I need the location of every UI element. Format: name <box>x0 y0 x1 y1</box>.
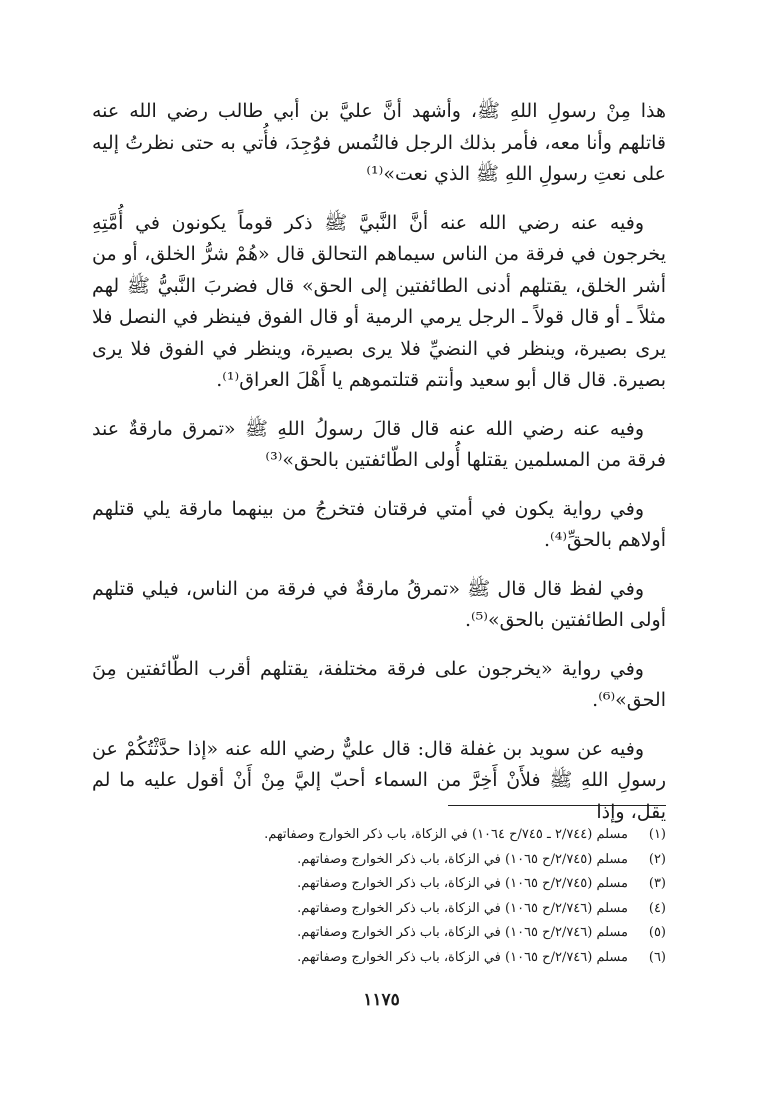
footnote-1 <box>180 823 666 848</box>
paragraph-6: وفي رواية «يخرجون على فرقة مختلفة، يقتلهم أقرب الطّائفتين مِنَ الحق»⁽⁶⁾. <box>92 657 666 711</box>
footnote-text: مسلم (٢/٧٤٥/ح ١٠٦٥) في الزكاة، باب ذكر الخوارج وصفاتهم. <box>297 876 628 891</box>
footnote-text: مسلم (٢/٧٤٥/ح ١٠٦٥) في الزكاة، باب ذكر الخوارج وصفاتهم. <box>297 851 628 867</box>
footnote-2 <box>180 848 666 873</box>
footnote-text: مسلم (٢/٧٤٦/ح ١٠٦٥) في الزكاة، باب ذكر الخوارج وصفاتهم. <box>297 949 628 965</box>
paragraph-4: وفي رواية يكون في أمتي فرقتان فتخرجُ من بينهما مارقة يلي قتلهم أولاهم بالحقِّ⁽⁴⁾. <box>92 497 666 551</box>
paragraph-3: وفيه عنه رضي الله عنه قال قالَ رسولُ اللهِ ﷺ «تمرق مارقةٌ عند فرقة من المسلمين يقتلها أُولى الطّائفتين بالحق»⁽³⁾ <box>92 417 666 471</box>
page-number: ١١٧٥ <box>363 990 400 1010</box>
footnote-number: (١) <box>648 827 666 842</box>
footnote-text: مسلم (٢/٧٤٦/ح ١٠٦٥) في الزكاة، باب ذكر الخوارج وصفاتهم. <box>297 900 628 916</box>
footnote-number: (٣) <box>648 876 666 891</box>
paragraph-7: وفيه عن سويد بن غفلة قال: قال عليٌّ رضي الله عنه «إذا حدَّثْتُكُمْ عن رسولِ اللهِ ﷺ فلأَنْ أَخِرَّ من السماء أحبّ إليَّ مِنْ أَنْ أقول عليه ما لم يقل، وإذا <box>92 737 666 823</box>
footnote-6 <box>180 946 666 971</box>
footnote-5 <box>180 921 666 946</box>
footnote-4 <box>180 897 666 922</box>
footnote-number: (٥) <box>648 925 666 940</box>
footnote-number: (٢) <box>648 851 666 867</box>
paragraph-2: وفيه عنه رضي الله عنه أنَّ النَّبيَّ ﷺ ذكر قوماً يكونون في أُمَّتِهِ يخرجون في فرقة من الناس سيماهم التحالق قال «هُمْ شرُّ الخلق، أو من أشر الخلق، يقتلهم أدنى الطائفتين إلى الحق» قال فضربَ النَّبيُّ ﷺ لهم مثلاً ـ أو قال قولاً ـ الرجل يرمي الرمية أو قال الفوق فينظر في النصل فلا يرى بصيرة، وينظر في النضيِّ فلا يرى بصيرة، وينظر في الفوق فلا يرى بصيرة. قال قال أبو سعيد وأنتم قتلتموهم يا أَهْلَ العراق⁽¹⁾. <box>92 211 666 391</box>
footnotes <box>180 823 666 970</box>
footnote-3 <box>180 872 666 897</box>
main-text <box>92 96 666 845</box>
footnote-separator <box>448 805 666 806</box>
footnote-number: (٦) <box>648 949 666 965</box>
footnote-text: مسلم (٢/٧٤٦/ح ١٠٦٥) في الزكاة، باب ذكر الخوارج وصفاتهم. <box>297 925 628 940</box>
paragraph-5: وفي لفظ قال قال ﷺ «تمرقُ مارقةٌ في فرقة من الناس، فيلي قتلهم أولى الطائفتين بالحق»⁽⁵⁾. <box>92 577 666 631</box>
footnote-text: مسلم (٢/٧٤٤ ـ ٧٤٥/ح ١٠٦٤) في الزكاة، باب ذكر الخوارج وصفاتهم. <box>264 827 628 842</box>
paragraph-1: هذا مِنْ رسولِ اللهِ ﷺ، وأشهد أنَّ عليَّ بن أبي طالب رضي الله عنه قاتلهم وأنا معه، فأمر بذلك الرجل فالتُمس فوُجِدَ، فأُتي به حتى نظرتُ إليه على نعتِ رسولِ اللهِ ﷺ الذي نعت»⁽¹⁾ <box>92 100 666 185</box>
footnote-number: (٤) <box>648 900 666 916</box>
